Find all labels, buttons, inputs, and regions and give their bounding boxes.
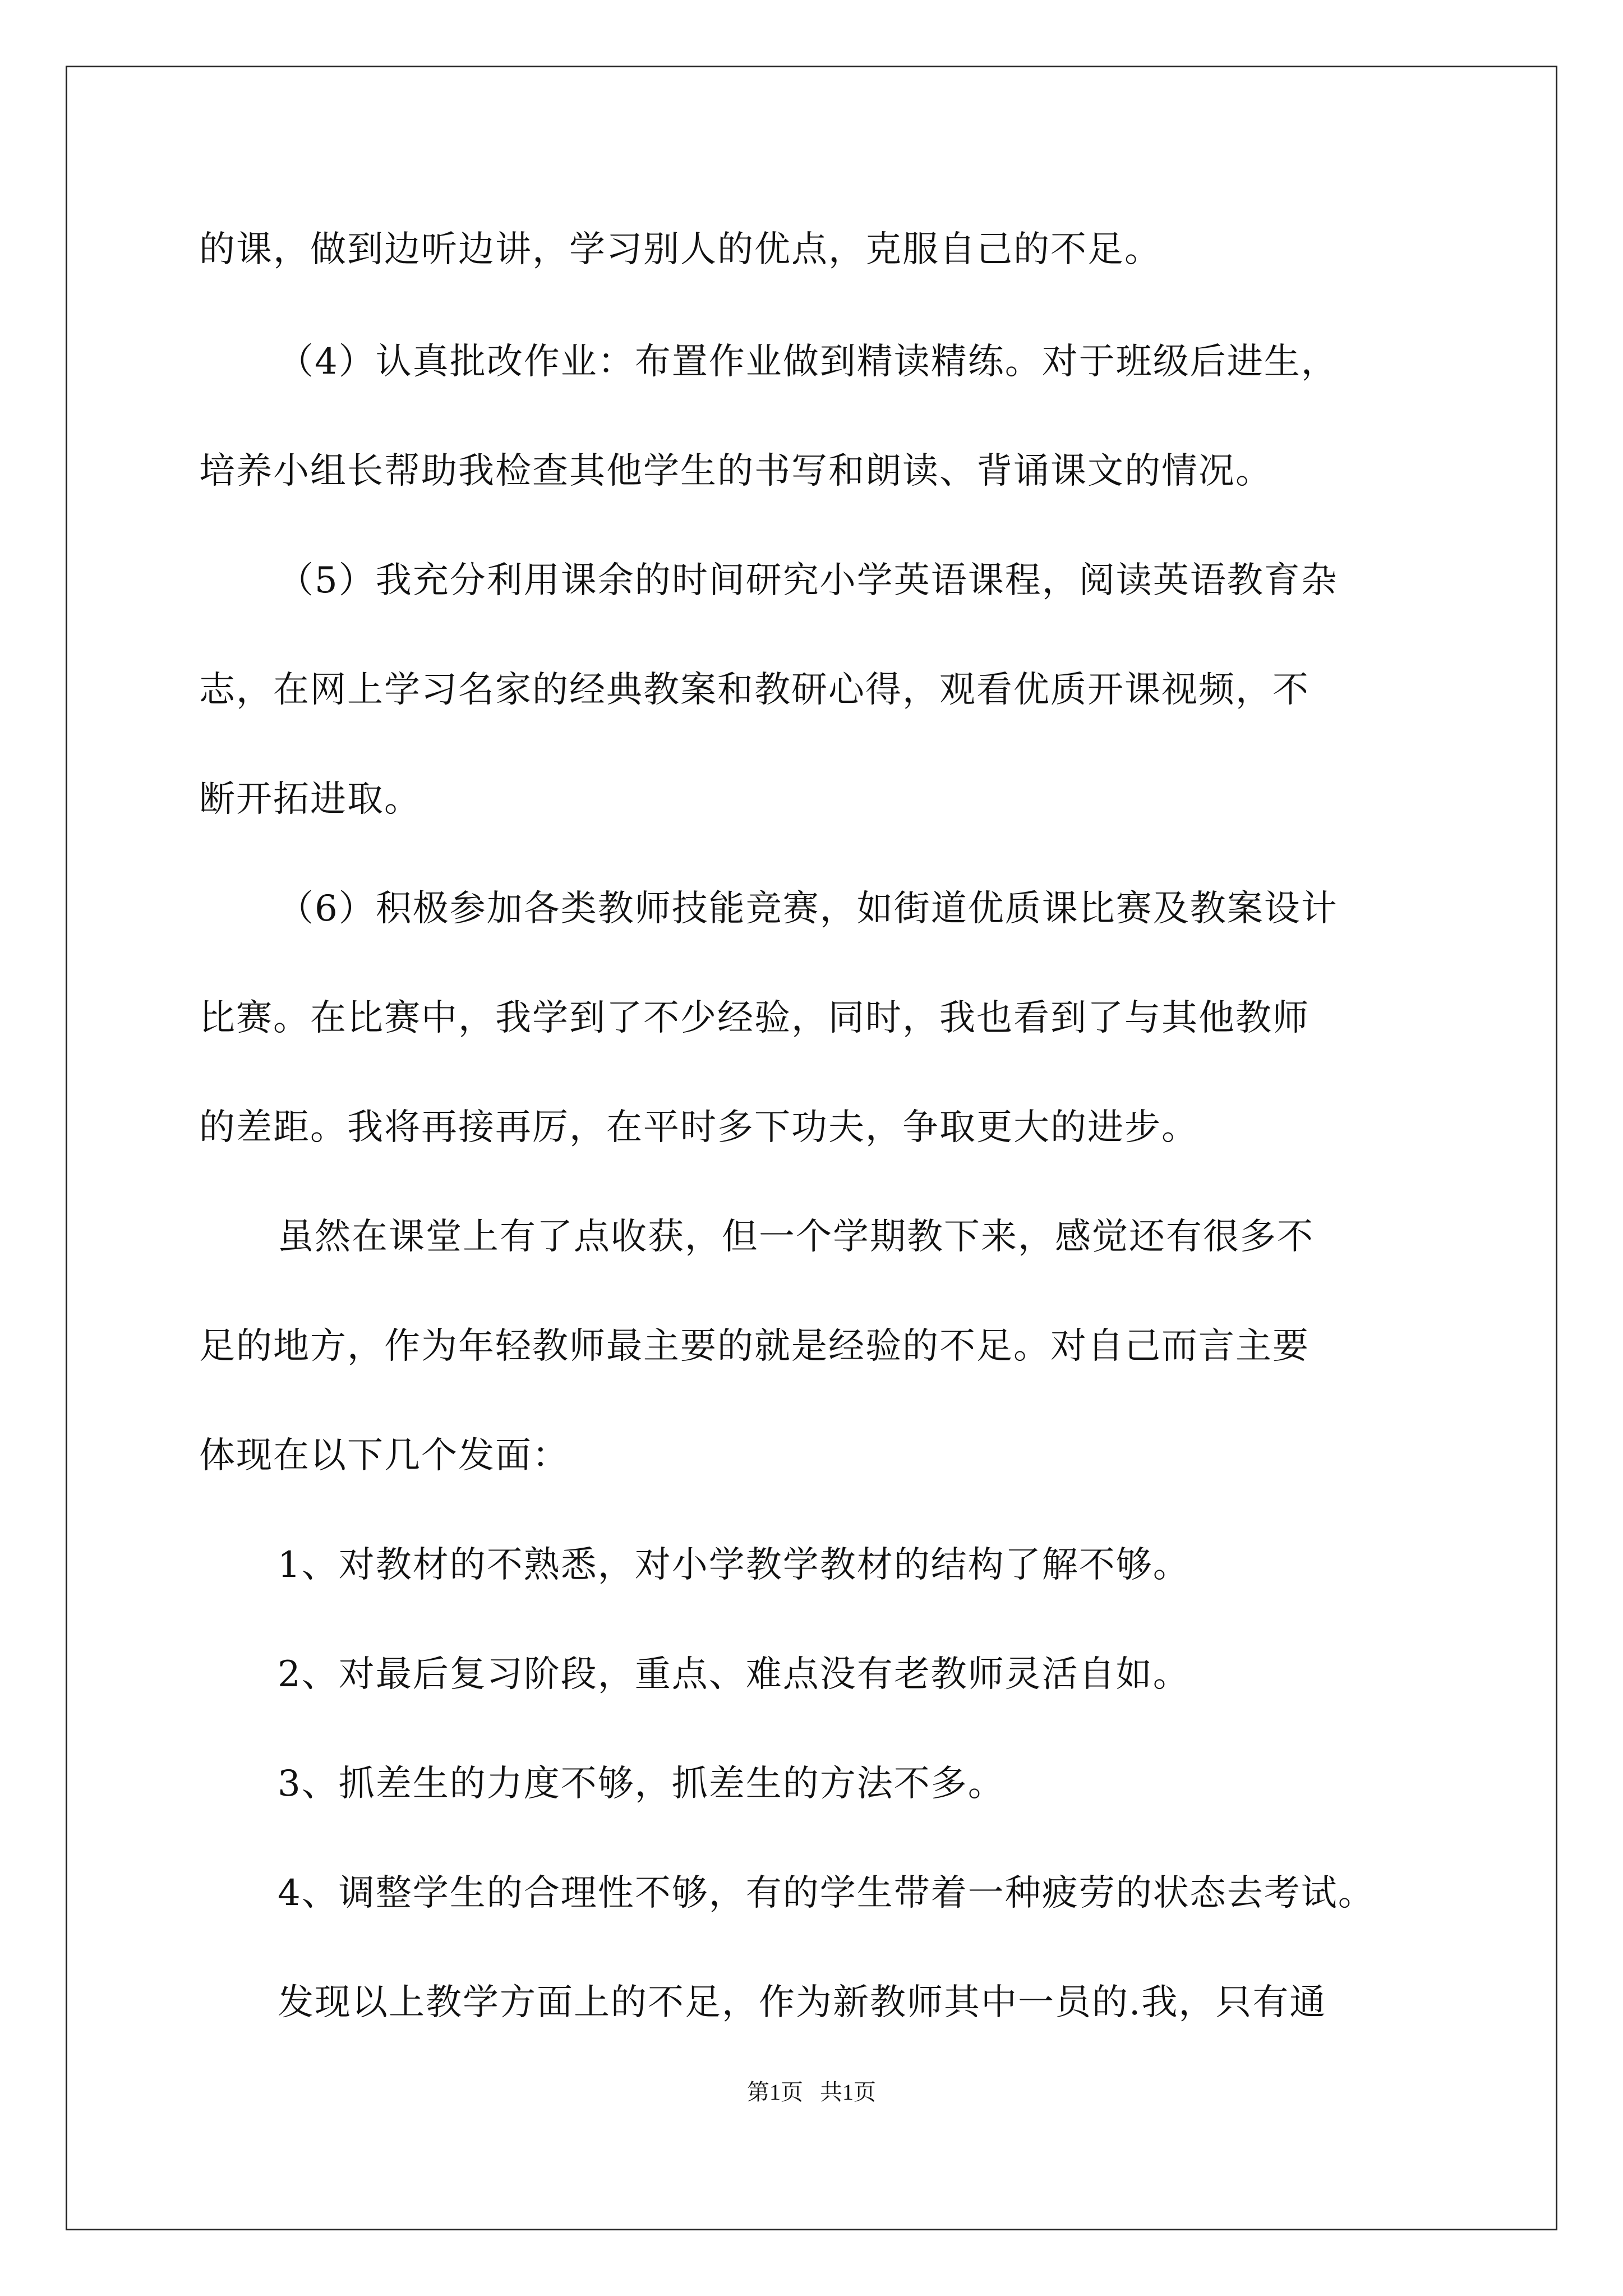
page-footer: 第1页 共1页 (747, 2079, 876, 2105)
body-line-17: 发现以上教学方面上的不足，作为新教师其中一员的.我，只有通 (278, 1982, 1327, 2023)
list-item-3: 3、抓差生的力度不够，抓差生的方法不多。 (278, 1763, 1005, 1805)
body-line-7: （6）积极参加各类教师技能竞赛，如街道优质课比赛及教案设计 (278, 888, 1338, 930)
body-line-8: 比赛。在比赛中，我学到了不少经验，同时，我也看到了与其他教师 (199, 997, 1310, 1039)
list-item-2: 2、对最后复习阶段，重点、难点没有老教师灵活自如。 (278, 1654, 1190, 1695)
body-line-10: 虽然在课堂上有了点收获，但一个学期教下来，感觉还有很多不 (278, 1216, 1314, 1258)
body-line-9: 的差距。我将再接再厉，在平时多下功夫，争取更大的进步。 (199, 1107, 1198, 1148)
body-line-4: （5）我充分利用课余的时间研究小学英语课程，阅读英语教育杂 (278, 560, 1338, 601)
list-item-1: 1、对教材的不熟悉，对小学教学教材的结构了解不够。 (278, 1544, 1190, 1586)
body-line-1: 的课，做到边听边讲，学习别人的优点，克服自己的不足。 (199, 229, 1161, 270)
list-item-4: 4、调整学生的合理性不够，有的学生带着一种疲劳的状态去考试。 (278, 1872, 1375, 1914)
body-line-11: 足的地方，作为年轻教师最主要的就是经验的不足。对自己而言主要 (199, 1326, 1310, 1367)
body-line-3: 培养小组长帮助我检查其他学生的书写和朗读、背诵课文的情况。 (199, 450, 1272, 492)
body-line-6: 断开拓进取。 (199, 779, 421, 820)
body-line-12: 体现在以下几个发面： (199, 1435, 569, 1476)
body-line-2: （4）认真批改作业：布置作业做到精读精练。对于班级后进生， (278, 341, 1338, 383)
body-line-5: 志，在网上学习名家的经典教案和教研心得，观看优质开课视频，不 (199, 669, 1310, 711)
